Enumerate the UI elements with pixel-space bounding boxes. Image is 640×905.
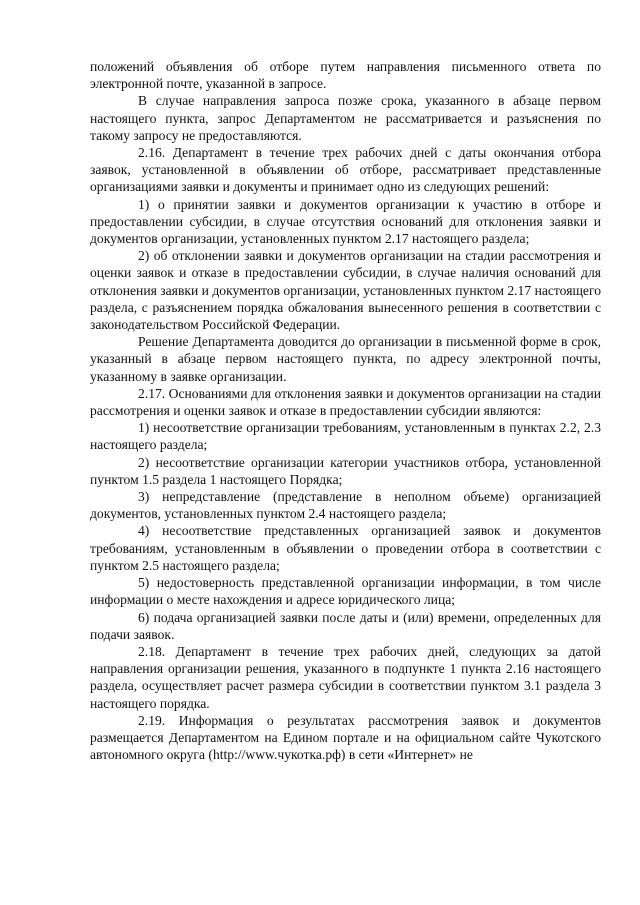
paragraph-2-16-item-2: 2) об отклонении заявки и документов организации на стадии рассмотрения и оценки заявок и отказе в предоставлении субсидии, в случае наличия оснований для отклонения заявки и документов организации, установленных пунктом 2.17 настоящего раздела, с разъяснением порядка обжалования вынесенного решения в соответствии с законодательством Российской Федерации. [90,248,601,333]
paragraph-2-17-item-5: 5) недостоверность представленной организации информации, в том числе информации о месте нахождения и адресе юридического лица; [90,575,601,608]
paragraph-continuation: положений объявления об отборе путем направления письменного ответа по электронной почте, указанной в запросе. [90,59,601,92]
paragraph-2-17-item-4: 4) несоответствие представленных организацией заявок и документов требованиям, установленным в объявлении о проведении отбора в соответствии с пунктом 2.5 настоящего раздела; [90,523,601,573]
paragraph-2-17-item-3: 3) непредставление (представление в неполном объеме) организацией документов, установленных пунктом 2.4 настоящего раздела; [90,489,601,522]
paragraph-decision-notice: Решение Департамента доводится до организации в письменной форме в срок, указанный в абзаце первом настоящего пункта, по адресу электронной почты, указанному в заявке организации. [90,334,601,384]
paragraph-2-17-item-1: 1) несоответствие организации требованиям, установленным в пунктах 2.2, 2.3 настоящего раздела; [90,420,601,453]
paragraph-2-17-item-6: 6) подача организацией заявки после даты и (или) времени, определенных для подачи заявок. [90,609,601,642]
paragraph-2-19: 2.19. Информация о результатах рассмотрения заявок и документов размещается Департаментом на Едином портале и на официальном сайте Чукотского автономного округа (http://www.чукотка.рф) в сети «Интернет» не [90,712,601,763]
paragraph-2-16: 2.16. Департамент в течение трех рабочих дней с даты окончания отбора заявок, установленной в объявлении об отборе, рассматривает представленные организациями заявки и документы и принимает одно из следующих решений: [90,145,601,195]
paragraph-2-16-item-1: 1) о принятии заявки и документов организации к участию в отборе и предоставлении субсидии, в случае отсутствия оснований для отклонения заявки и документов организации, установленных пунктом 2.17 настоящего раздела; [90,196,601,247]
paragraph-2-17-item-2: 2) несоответствие организации категории участников отбора, установленной пунктом 1.5 раздела 1 настоящего Порядка; [90,454,601,487]
document-page [90,58,601,763]
paragraph-2-17: 2.17. Основаниями для отклонения заявки и документов организации на стадии рассмотрения и оценки заявок и отказе в предоставлении субсидии являются: [90,385,601,419]
paragraph-2-18: 2.18. Департамент в течение трех рабочих дней, следующих за датой направления организации решения, указанного в подпункте 1 пункта 2.16 настоящего раздела, осуществляет расчет размера субсидии в соответствии пунктом 3.1 раздела 3 настоящего порядка. [90,643,601,711]
paragraph-late-request: В случае направления запроса позже срока, указанного в абзаце первом настоящего пункта, запрос Департаментом не рассматривается и разъяснения по такому запросу не предоставляются. [90,93,601,143]
